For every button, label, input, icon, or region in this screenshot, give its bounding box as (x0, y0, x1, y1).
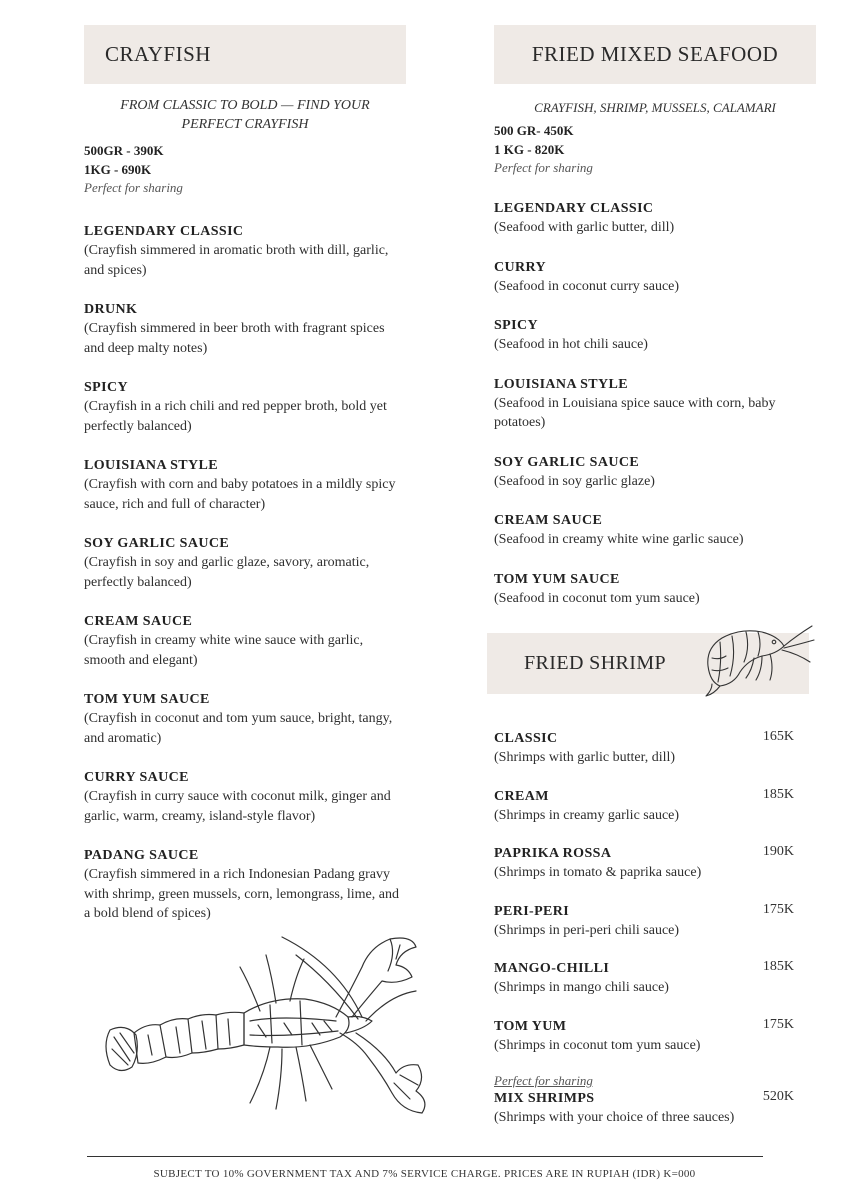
menu-item-description: (Seafood in hot chili sauce) (494, 337, 648, 352)
crayfish-price-1kg: 1KG - 690K (84, 162, 152, 177)
menu-item (84, 300, 406, 358)
menu-item-name: LEGENDARY CLASSIC (84, 224, 244, 239)
seafood-tagline: CRAYFISH, SHRIMP, MUSSELS, CALAMARI (534, 100, 776, 115)
menu-item (494, 729, 794, 768)
menu-item (494, 959, 794, 998)
menu-item-price: 190K (762, 844, 794, 859)
menu-item-name: PAPRIKA ROSSA (494, 846, 612, 861)
lobster-illustration-icon (100, 925, 430, 1125)
menu-item (84, 768, 406, 826)
menu-item-description: (Shrimps in tomato & paprika sauce) (494, 865, 702, 880)
menu-item-name: PERI-PERI (494, 903, 570, 919)
seafood-menu-list (494, 199, 816, 608)
menu-item-description: (Crayfish in soy and garlic glaze, savory, aromatic, perfectly balanced) (84, 555, 370, 590)
menu-item-price: 175K (762, 901, 794, 917)
menu-item (494, 787, 794, 826)
menu-item (84, 534, 406, 592)
menu-item-name: PADANG SAUCE (84, 848, 199, 863)
menu-item-name: SOY GARLIC SAUCE (494, 454, 640, 470)
menu-item-description: (Shrimps in mango chili sauce) (494, 980, 669, 995)
shrimp-illustration-icon (700, 618, 815, 700)
menu-item-description: (Shrimps in coconut tom yum sauce) (494, 1037, 701, 1053)
menu-item (84, 222, 406, 280)
menu-item-price: 175K (762, 1016, 794, 1032)
menu-item-name: TOM YUM SAUCE (84, 692, 210, 707)
menu-item-description: (Shrimps with your choice of three sauces) (494, 1110, 735, 1125)
crayfish-menu-list (84, 222, 406, 924)
menu-item-description: (Crayfish simmered in beer broth with fragrant spices and deep malty notes) (84, 321, 385, 356)
crayfish-sharing-note: Perfect for sharing (84, 180, 183, 195)
seafood-title-banner (494, 25, 816, 84)
seafood-title: FRIED MIXED SEAFOOD (531, 42, 779, 66)
menu-item (494, 316, 816, 355)
menu-item (84, 846, 406, 924)
menu-item-name: SPICY (494, 318, 539, 333)
menu-item-name: LOUISIANA STYLE (84, 458, 218, 473)
menu-item (494, 258, 816, 297)
menu-item-name: DRUNK (84, 302, 138, 317)
menu-item (494, 453, 816, 492)
menu-item-name: LOUISIANA STYLE (494, 376, 628, 392)
crayfish-title-banner (84, 25, 406, 84)
menu-item (494, 844, 794, 883)
menu-item (494, 511, 816, 550)
seafood-price-1kg: 1 KG - 820K (494, 142, 565, 157)
shrimp-sharing-note: Perfect for sharing (494, 1073, 593, 1088)
menu-item-name: SPICY (84, 380, 129, 395)
menu-item-price: 520K (762, 1089, 794, 1104)
menu-item-name: MIX SHRIMPS (494, 1091, 595, 1106)
crayfish-section (84, 25, 406, 944)
menu-item (84, 612, 406, 670)
menu-item-name: CREAM (494, 788, 549, 804)
menu-item (494, 1017, 794, 1056)
menu-item-description: (Crayfish in creamy white wine sauce with garlic, smooth and elegant) (84, 633, 364, 668)
menu-item-name: CURRY (494, 259, 547, 275)
menu-item (494, 199, 816, 238)
menu-item-description: (Shrimps in peri-peri chili sauce) (494, 922, 680, 938)
menu-item-name: CURRY SAUCE (84, 770, 189, 785)
menu-item-description: (Crayfish simmered in aromatic broth with dill, garlic, and spices) (84, 243, 389, 278)
menu-item-name: CREAM SAUCE (494, 513, 603, 528)
menu-item-name: MANGO-CHILLI (494, 961, 610, 976)
menu-item-name: CLASSIC (494, 731, 558, 746)
footer-note: SUBJECT TO 10% GOVERNMENT TAX AND 7% SERVICE CHARGE. PRICES ARE IN RUPIAH (IDR) K=000 (153, 1168, 696, 1180)
menu-item-description: (Seafood with garlic butter, dill) (494, 220, 675, 235)
menu-item-description: (Seafood in soy garlic glaze) (494, 473, 655, 489)
menu-item-price: 165K (762, 729, 794, 744)
menu-item-description: (Seafood in coconut tom yum sauce) (494, 590, 700, 606)
menu-item-description: (Shrimps in creamy garlic sauce) (494, 807, 680, 823)
menu-item-description: (Crayfish in a rich chili and red pepper broth, bold yet perfectly balanced) (84, 399, 387, 434)
menu-item-description: (Crayfish in curry sauce with coconut milk, ginger and garlic, warm, creamy, island-style flavor) (84, 789, 391, 824)
footer-divider (87, 1156, 763, 1157)
seafood-section (494, 25, 816, 628)
shrimp-title: FRIED SHRIMP (524, 652, 667, 674)
menu-item-name: LEGENDARY CLASSIC (494, 201, 654, 216)
menu-item-description: (Crayfish simmered in a rich Indonesian Padang gravy with shrimp, green mussels, corn, lemongrass, lime, and a bold blend of spices) (84, 867, 399, 921)
menu-item (494, 902, 794, 941)
menu-item (84, 690, 406, 748)
menu-item-description: (Seafood in Louisiana spice sauce with corn, baby potatoes) (494, 395, 776, 430)
crayfish-price-500g: 500GR - 390K (84, 143, 164, 158)
menu-item (494, 570, 816, 609)
menu-item-name: CREAM SAUCE (84, 614, 193, 629)
seafood-sharing-note: Perfect for sharing (494, 160, 593, 175)
seafood-price-500g: 500 GR- 450K (494, 123, 574, 138)
crayfish-title: CRAYFISH (105, 42, 211, 66)
shrimp-menu-list (494, 729, 794, 1147)
menu-item-description: (Seafood in coconut curry sauce) (494, 278, 680, 294)
menu-item-price: 185K (762, 959, 794, 974)
menu-item-mix (494, 1072, 794, 1128)
menu-item-name: TOM YUM (494, 1018, 567, 1034)
menu-item-description: (Seafood in creamy white wine garlic sauce) (494, 532, 744, 547)
menu-item (84, 456, 406, 514)
menu-item-name: TOM YUM SAUCE (494, 571, 620, 587)
crayfish-tagline: FROM CLASSIC TO BOLD — FIND YOUR PERFECT CRAYFISH (120, 98, 370, 132)
menu-item (494, 375, 816, 433)
menu-item-description: (Shrimps with garlic butter, dill) (494, 750, 676, 765)
menu-item-price: 185K (762, 786, 794, 802)
menu-item-description: (Crayfish with corn and baby potatoes in a mildly spicy sauce, rich and full of character) (84, 477, 396, 512)
menu-item-name: SOY GARLIC SAUCE (84, 536, 230, 551)
menu-item-description: (Crayfish in coconut and tom yum sauce, bright, tangy, and aromatic) (84, 711, 393, 746)
menu-item (84, 378, 406, 436)
